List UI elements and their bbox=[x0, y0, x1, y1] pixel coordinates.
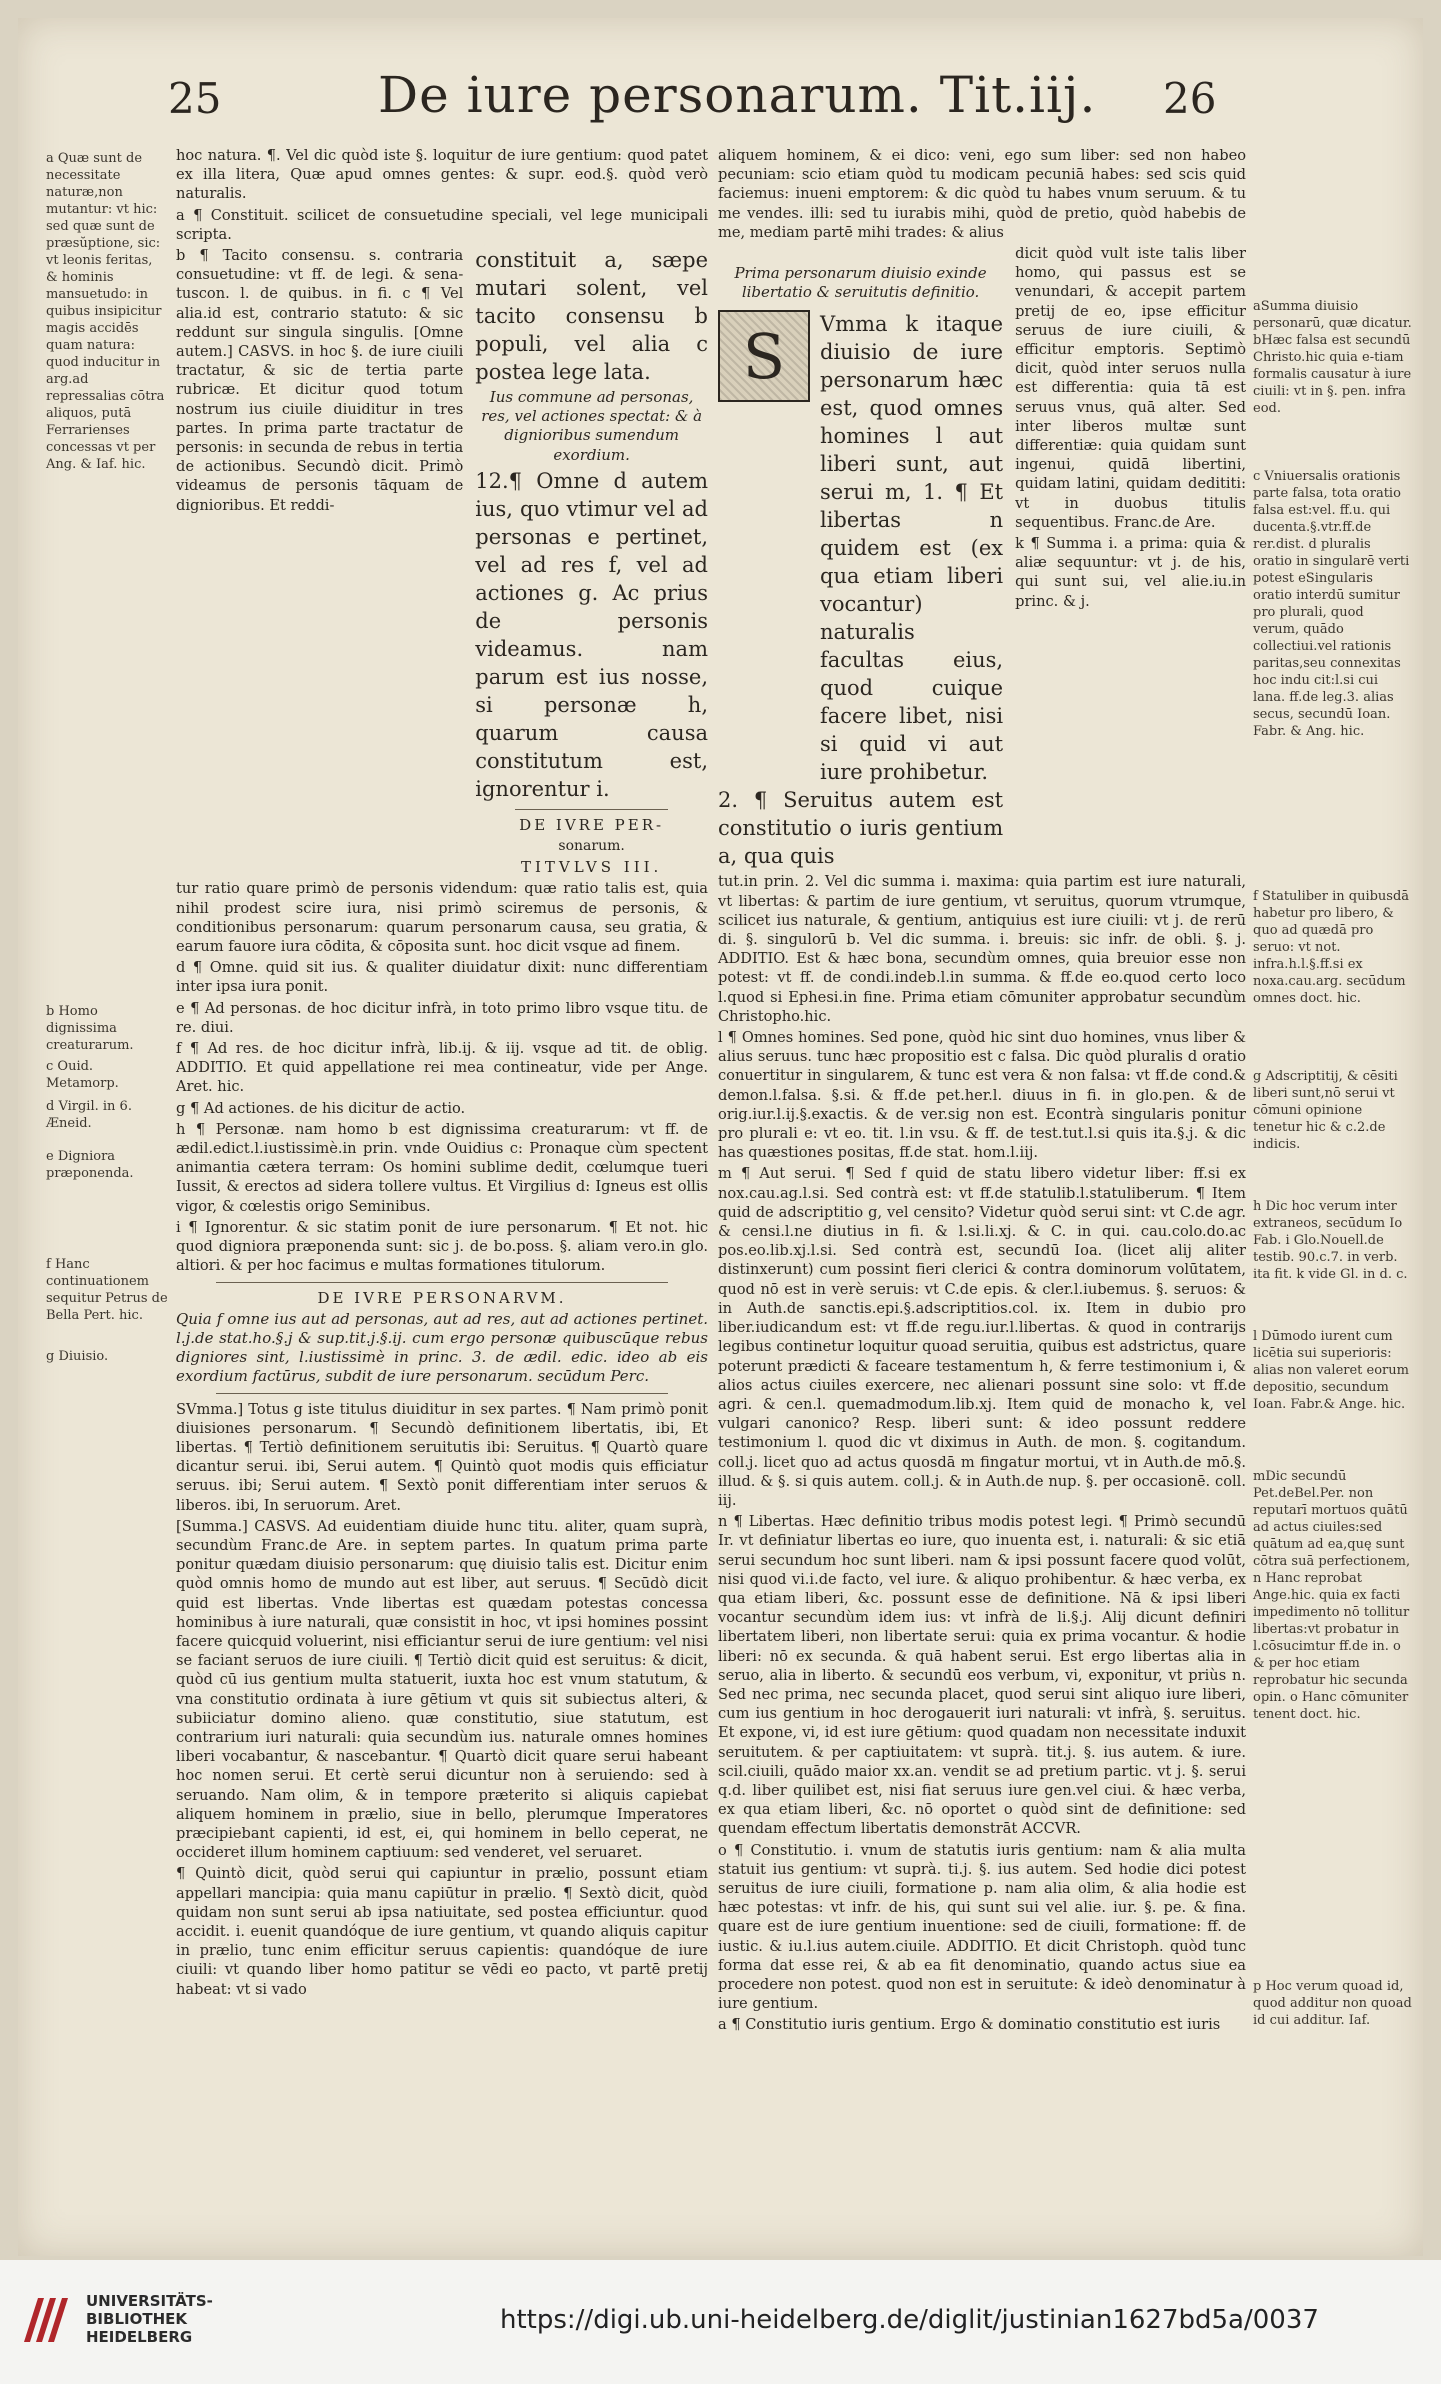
viewer-footer bbox=[0, 2260, 1441, 2384]
page-title: De iure personarum. Tit.iij. bbox=[378, 66, 1097, 124]
paragraph: m ¶ Aut serui. ¶ Sed f quid de statu libero videtur liber: ff.si ex nox.cau.ag.l.si. Sed contrà est: vt ff.de statulib.l.statuliberum. ¶ Item quid de adscriptitio g, vel censito? Videtur quòd serui sint: vt C.de agr. & censi.l.ne diutius in fi. & l.si.li.xj. & C. in qui. cau.colo.do.ac pos.eo.lib.xj.l.si. Sed contrà est, secundū Ioa. (licet alij aliter distinxerunt) cum possint fieri clerici & contra dominorum volūtatem, quod nō est in verè seruis: vt C.de epis. & cler.l.iubemus. §. seruos: & in Auth.de sanctis.epi.§.adscriptitios.col. ix. Item in dubio pro liber.iudicandum est: vt ff.de regu.iur.l.libertas. & quod in contrarijs legibus continetur loquitur quoad seruitia, quibus est adstrictus, quare poterunt prædicti & faceare testamentum h, & ferre testimonium i, & alios actus ciuiles exercere, nec alienari possunt sine solo: vt ff.de agri. & cen.l. quemadmodum.lib.xj. Item quid de monacho k, vel vulgari canonico? Resp. liberi sunt: & ideo possunt reddere testimonium l. quod dic vt diximus in Auth. de mon. §. cogitandum. coll.j. licet quo ad actus quosdā m fingatur mortui, vt in Auth.de mō.§. illud. & §. si quis autem. coll.j. & in Auth.de nup. §. per occasionē. coll. iij. bbox=[718, 1165, 1246, 1509]
paragraph: SVmma.] Totus g iste titulus diuiditur in sex partes. ¶ Nam primò ponit diuisiones personarum. ¶ Secundò definitionem libertatis, ibi, Et libertas. ¶ Tertiò definitionem seruitutis ibi: Seruitus. ¶ Quartò quare dicantur serui. ibi, Serui autem. ¶ Quintò quot modis quis efficiatur seruus. ibi; Serui autem. ¶ Sextò ponit differentiam inter seruos & liberos. ibi, In seruorum. Aret. bbox=[176, 1400, 708, 1514]
paragraph: hoc natura. ¶. Vel dic quòd iste §. loquitur de iure gentium: quod patet ex illa litera, Quæ apud omnes gentes: & supr. eod.§. quòd verò naturalis. bbox=[176, 147, 708, 203]
statute-text: Vmma k itaque diuisio de iure personarum hæc est, quod omnes homines l aut liberi sunt, aut serui m, 1. ¶ Et libertas n quidem est (ex qua etiam liberi vocantur) naturalis facultas eius, quod cuique facere libet, nisi si quid vi aut iure prohibetur. bbox=[820, 312, 1004, 785]
paragraph: l ¶ Omnes homines. Sed pone, quòd hic sint duo homines, vnus liber & alius seruus. tunc hæc propositio est c falsa. Dic quòd pluralis d oratio conuertitur in singularem, & tunc est vera & non falsa: vt ff.de cond.& demon.l.falsa. §.si. & ff.de pet.her.l. diuus in fi. in glo.pen. & de orig.iur.l.ij.§.exactis. & de ver.sig non est. Econtrà singularis ponitur pro plurali e: vt eo. tit. l.in vsu. & ff. de test.tut.l.si quis ita.§.j. & dic has quæstiones positas, ff.de stat. hom.l.iij. bbox=[718, 1029, 1246, 1162]
rubric: Prima personarum diuisio exinde libertatio & seruitutis definitio. bbox=[734, 264, 987, 302]
margin-note: p Hoc verum quoad id, quod additur non quoad id cui additur. Iaf. bbox=[1253, 1979, 1412, 2028]
section-subtitle: sonarum. bbox=[558, 838, 625, 855]
rubric: Quia f omne ius aut ad personas, aut ad res, aut ad actiones pertinet. l.j.de stat.ho.§.j & sup.tit.j.§.ij. cum ergo personæ quibuscūque rebus digniores sint, l.iustissimè in princ. 3. de ædil. edic. ideo ab eis exordium factūrus, subdit de iure personarum. secūdum Perc. bbox=[176, 1309, 708, 1386]
split-block bbox=[176, 246, 708, 879]
margin-note: a Quæ sunt de necessitate naturæ,non mutantur: vt hic: sed quæ sunt de præsŭptione, sic: vt leonis feritas, & hominis mansuetudo: in quibus insipicitur magis accidēs quam natura: quod inducitur in arg.ad repressalias cōtra aliquos, putā Ferrarienses concessas vt per Ang. & Iaf. hic. bbox=[46, 151, 165, 472]
margin-note: f Hanc continuationem sequitur Petrus de Bella Pert. hic. bbox=[46, 1257, 168, 1323]
permalink-url[interactable]: https://digi.ub.uni-heidelberg.de/diglit/justinian1627bd5a/0037 bbox=[500, 2305, 1319, 2335]
paragraph: o ¶ Constitutio. i. vnum de statutis iuris gentium: nam & alia multa statuit ius gentium: vt suprà. ti.j. §. ius autem. Sed hodie dici potest seruitus de iure ciuili, formatione p. nam alia olim, & alia hodie est hæc potestas: vt infr. de his, qui sunt sui vel alie. iur. §. pe. & fina. quare est de iure gentium inuentione: sed de ciuili, formatione: ff. de iustic. & iu.l.ius autem.ciuile. ADDITIO. Et dicit Christoph. quòd tunc forma dat esse rei, & ab ea fit denominatio, quando actus siue ea procedere non potest. quod non est in seruitute: & ideò denominatur à iure gentium. bbox=[718, 1841, 1246, 2013]
divider bbox=[515, 809, 668, 810]
paragraph: tut.in prin. 2. Vel dic summa i. maxima: quia partim est iure naturali, vt libertas: & partim de iure gentium, vt seruitus, quorum vtrumque, scilicet ius naturale, & gentium, antiquius est iure ciuili: vt j. de rerū di. §. singulorū b. Vel dic summa. i. breuis: sic infr. de obli. §. j. ADDITIO. Est & hæc bona, secundùm omnes, quia breuior esse non potest: vt ff. de condi.indeb.l.in summa. & ff.de eo.quod certo loco l.quod si Ephesi.in fine. Prima etiam cōmuniter approbatur secundùm Christopho.hic. bbox=[718, 873, 1246, 1025]
paragraph: ¶ Quintò dicit, quòd serui qui capiuntur in prælio, possunt etiam appellari mancipia: quia manu capiūtur in prælio. ¶ Sextò dicit, quòd quidam non sunt serui ab ipsa natiuitate, sed postea efficiuntur. quod accidit. i. euenit quandóque de iure gentium, vt quando aliquis capitur in prælio, tunc enim efficitur seruus capientis: quandóque de iure ciuili: vt quando liber homo patitur se vēdi eo pacto, vt partē pretij habeat: vt si vado bbox=[176, 1865, 708, 1998]
margin-note: g Diuisio. bbox=[46, 1349, 109, 1364]
section-title: DE IVRE PERSONARVM. bbox=[317, 1288, 567, 1307]
paragraph: tur ratio quare primò de personis videndum: quæ ratio talis est, quia nihil prodest scire iura, nisi primò sciremus de personis, & conditionibus personarum: quarum personarum causa, seu gratia, & earum fauore iura cōdita, & cōposita sunt. hoc dicit vsque ad finem. bbox=[176, 880, 708, 956]
margin-note: d Virgil. in 6. Æneid. bbox=[46, 1099, 132, 1131]
library-name-line: UNIVERSITÄTS- bbox=[86, 2292, 213, 2310]
margin-note: f Statuliber in quibusdā habetur pro libero, & quo ad quædā pro seruo: vt not. infra.h.l.§.ff.si ex noxa.cau.arg. secūdum omnes doct. hic. bbox=[1253, 889, 1410, 1006]
divider bbox=[216, 1282, 668, 1283]
paragraph: n ¶ Libertas. Hæc definitio tribus modis potest legi. ¶ Primò secundū Ir. vt definiatur libertas eo iure, quo inuenta est, i. naturali: & sic etiā serui secundum hoc sunt liberi. nam & ipsi possunt facere quod volūt, nisi quod vi.i.de facto, vel iure. & aliquo prohibentur. & hæc verba, ex qua etiam liberi, &c. possunt esse de definitione. Nā & ipsi liberi vocantur secundùm idem ius: vt infrà de li.§.j. Alij dicunt definiri libertatem liberi, non libertate serui: quia ex prima vocantur. & hodie liberi: nō ex secunda. & quā habent serui. Est ergo libertas alia in seruo, alia in liberto. & secundū eos verbum, vi, exponitur, vt priùs n. Sed nec prima, nec secunda placet, quod serui sint aliquo iure liberi, cum ius gentium in hoc derogauerit iuri naturali: vt infrà, §. seruitus. Et expone, vi, id est iure gētium: quod quadam non necessitate induxit seruitutem. & per captiuitatem: vt suprà. tit.j. §. ius autem. & iure. scil.ciuili, quādo maior xx.an. vendit se ad pretium partic. vt j. §. serui q.d. liber quilibet est, nisi fiat seruus iure gen.vel ciui. & hæc verba, ex qua etiam liberi, &c. nō oportet o quòd sint de definitione: sed quendam effectum libertatis demonstrāt ACCVR. bbox=[718, 1513, 1246, 1838]
paragraph: i ¶ Ignorentur. & sic statim ponit de iure personarum. ¶ Et not. hic quod digniora præponenda sunt: sic j. de bo.poss. §. aliam vero.in glo. altiori. & per hoc facimus e multas formationes titulorum. bbox=[176, 1218, 708, 1275]
library-name-line: HEIDELBERG bbox=[86, 2328, 193, 2346]
book-page bbox=[18, 18, 1423, 2256]
statute-text: constituit a, sæpe mutari solent, vel tacito consensu b populi, vel alia c postea lege lata. bbox=[475, 248, 708, 385]
split-block bbox=[718, 244, 1246, 872]
statute-text: 2. ¶ Seruitus autem est constitutio o iuris gentium a, qua quis bbox=[718, 788, 1004, 869]
initial-block bbox=[718, 310, 1003, 786]
text-column-right bbox=[718, 146, 1246, 2136]
margin-note: c Vniuersalis orationis parte falsa, tota oratio falsa est:vel. ff.u. qui ducenta.§.vtr.ff.de rer.dist. d pluralis oratio in singularē verti potest eSingularis oratio interdū sumitur pro plurali, quod verum, quādo collectiui.vel rationis paritas,seu connexitas hoc indu cit:l.si cui lana. ff.de leg.3. alias secus, secundū Ioan. Fabr. & Ang. hic. bbox=[1253, 469, 1410, 739]
paragraph: g ¶ Ad actiones. de his dicitur de actio. bbox=[176, 1099, 466, 1117]
section-title: DE IVRE PER- bbox=[519, 815, 665, 834]
paragraph: f ¶ Ad res. de hoc dicitur infrà, lib.ij. & iij. vsque ad tit. de oblig. ADDITIO. Et quid appellatione rei mea contineatur, vide per Ange. Aret. hic. bbox=[176, 1040, 708, 1096]
running-head bbox=[18, 66, 1423, 146]
margin-note: l Dūmodo iurent cum licētia sui superioris: alias non valeret eorum depositio, secundum Ioan. Fabr.& Ange. hic. bbox=[1253, 1329, 1409, 1412]
rubric: Ius commune ad personas, res, vel actiones spectat: & à dignioribus sumendum exordium. bbox=[481, 388, 703, 464]
library-name-line: BIBLIOTHEK bbox=[86, 2310, 187, 2328]
margin-note: mDic secundū Pet.deBel.Per. non reputarī mortuos quātū ad actus ciuiles:sed quātum ad ea,quę sunt cōtra suā perfectionem, n Hanc reprobat Ange.hic. quia ex facti impedimento nō tollitur libertas:vt probatur in l.cōsucimtur ff.de in. o & per hoc etiam reprobatur hic secunda opin. o Hanc cōmuniter tenent doct. hic. bbox=[1253, 1469, 1411, 1722]
paragraph: a ¶ Constituit. scilicet de consuetudine speciali, vel lege municipali scripta. bbox=[176, 206, 708, 243]
margin-note: e Digniora præponenda. bbox=[46, 1149, 134, 1181]
section-titulus: TITVLVS III. bbox=[520, 858, 663, 877]
paragraph: b ¶ Tacito consensu. s. contraria consuetudine: vt ff. de legi. & sena-tuscon. l. de quibus. in fi. c ¶ Vel alia.id est, contrario statuto: & sic reddunt sur singula singulis. [Omne autem.] CASVS. in hoc §. de iure ciuili tractatur, & sic de tertia parte rubricæ. Et dicitur quod totum nostrum ius ciuile diuiditur in tres partes. In prima parte tractatur de personis: in secunda de rebus in tertia de actionibus. Secundò dicit. Primò videamus de personis tāquam de dignioribus. Et reddi- bbox=[176, 247, 464, 514]
margin-note: g Adscriptitij, & cēsiti liberi sunt,nō serui vt cōmuni opinione tenetur hic & c.2.de indicis. bbox=[1253, 1069, 1398, 1152]
paragraph: a ¶ Constitutio iuris gentium. Ergo & dominatio constitutio est iuris bbox=[718, 2016, 1221, 2034]
university-library-logo-icon bbox=[18, 2290, 76, 2348]
margin-note: h Dic hoc verum inter extraneos, secūdum Io Fab. i Glo.Nouell.de testib. 90.c.7. in verb. ita fit. k vide Gl. in d. c. bbox=[1253, 1199, 1408, 1282]
library-name bbox=[86, 2292, 213, 2346]
paragraph: h ¶ Personæ. nam homo b est dignissima creaturarum: vt ff. de ædil.edict.l.iustissimè.in prin. vnde Ouidius c: Pronaque cùm spectent animantia cætera terram: Os homini sublime dedit, cœlumque tueri Iussit, & erectos ad sidera tollere vultus. Et Virgilius d: Igneus est ollis vigor, & cœlestis origo Seminibus. bbox=[176, 1120, 708, 1215]
paragraph: d ¶ Omne. quid sit ius. & qualiter diuidatur dixit: nunc differentiam inter ipsa iura ponit. bbox=[176, 959, 708, 996]
paragraph: k ¶ Summa i. a prima: quia & aliæ sequuntur: vt j. de his, qui sunt sui, vel alie.iu.in princ. & j. bbox=[1015, 535, 1246, 610]
margin-note: b Homo dignissima creaturarum. bbox=[46, 1004, 134, 1053]
margin-note: aSumma diuisio personarū, quæ dicatur. bHæc falsa est secundū Christo.hic quia e-tiam formalis causatur à iure ciuili: vt in §. pen. infra eod. bbox=[1253, 299, 1412, 416]
statute-text: 12.¶ Omne d autem ius, quo vtimur vel ad personas e pertinet, vel ad res f, vel ad actiones g. Ac prius de personis videamus. nam parum est ius nosse, si personæ h, quarum causa constitutum est, ignorentur i. bbox=[475, 468, 708, 801]
paragraph: aliquem hominem, & ei dico: veni, ego sum liber: sed non habeo pecuniam: scio etiam quòd tu modicam pecuniā habes: sed scis quid faciemus: inueni emptorem: & dic quòd tu habes vnum seruum. & tu me vendes. illi: sed tu iurabis mihi, quòd de pretio, quòd habebis de me, mediam partē mihi trades: & alius bbox=[718, 147, 1246, 241]
page-number-right: 26 bbox=[1163, 74, 1217, 123]
margin-note: c Ouid. Metamorp. bbox=[46, 1059, 119, 1091]
divider bbox=[216, 1393, 668, 1394]
decorated-initial-icon: S bbox=[718, 310, 810, 402]
text-column-left bbox=[176, 146, 708, 2136]
paragraph: [Summa.] CASVS. Ad euidentiam diuide hunc titu. aliter, quam suprà, secundùm Franc.de Are. in septem partes. In quatum prima parte ponitur quædam diuisio personarum: quę diuisio talis est. Dicitur enim quòd omnis homo de mundo aut est liber, aut seruus. ¶ Secūdò dicit quid est libertas. Vnde libertas est quædam potestas concessa hominibus à iure naturali, quæ consistit in hoc, vt ipsi homines possint facere quicquid voluerint, nisi efficiantur serui de iure gentium: vel nisi se faciant seruos de iure ciuili. ¶ Tertiò dicit quid est seruitus: & dicit, quòd cū ius gentium multa statuerit, iuxta hoc est vnum statutum, & vna constitutio ordinata à iure gētium vt quis sit subiectus alteri, & subiiciatur domino alieno. quæ constitutio, siue statutum, est contrarium iuri naturali: quia secundùm ius. naturale omnes homines liberi vocabantur, & nascebantur. ¶ Quartò dicit quare serui habeant hoc nomen serui. Et certè serui dicuntur non à seruiendo: sed à seruando. Nam olim, & in tempore præterito si aliquis capiebat aliquem hominem in prælio, siue in bello, plerumque Imperatores præcipiebant capienti, id est, ei, qui hominem in bello ceperat, ne occideret illum hominem captiuum: sed venderet, vel seruaret. bbox=[176, 1517, 708, 1862]
paragraph: dicit quòd vult iste talis liber homo, qui passus est se venundari, & accepit partem pretij de eo, ipse efficitur seruus de iure ciuili, & efficitur emptoris. Septimò dicit, quòd inter seruos nulla est differentia: quia tā est seruus vnus, quā alter. Sed inter liberos multæ sunt differentiæ: quia quidam sunt ingenui, quidā libertini, quidam latini, quidam dedititi: vt in duobus titulis sequentibus. Franc.de Are. bbox=[1015, 245, 1246, 531]
page-number-left: 25 bbox=[168, 74, 222, 123]
paragraph: e ¶ Ad personas. de hoc dicitur infrà, in toto primo libro vsque titu. de re. diui. bbox=[176, 999, 708, 1036]
